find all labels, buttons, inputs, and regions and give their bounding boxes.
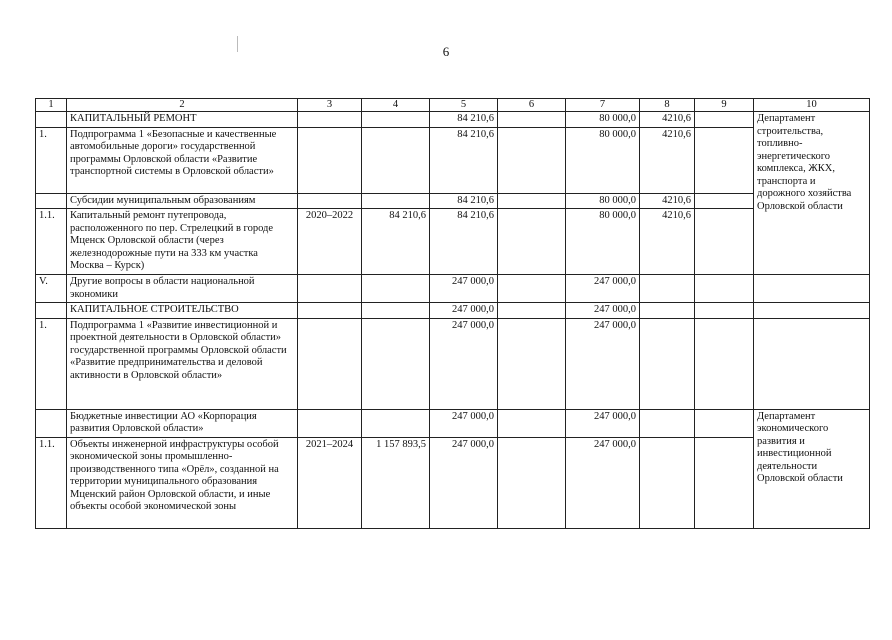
cell-col9: [695, 318, 754, 409]
cell-period: [298, 193, 362, 209]
cell-col9: [695, 409, 754, 437]
table-row: [36, 318, 870, 409]
cell-col6: [498, 275, 566, 303]
cell-col6: [498, 409, 566, 437]
table-row: [36, 209, 870, 275]
table-row: [36, 127, 870, 193]
col-header-1: 1: [36, 99, 67, 112]
cell-col6: [498, 193, 566, 209]
cell-estimate: [362, 275, 430, 303]
cell-period: [298, 127, 362, 193]
cell-col6: [498, 303, 566, 319]
row-number: 1.: [36, 318, 67, 409]
cell-col7: 247 000,0: [566, 318, 640, 409]
responsible-department: Департамент строительства, топливно-энергетического комплекса, ЖКХ, транспорта и дорожного хозяйства Орловской области: [754, 112, 870, 275]
cell-col8: [640, 437, 695, 528]
cell-col8: [640, 275, 695, 303]
cell-period: 2020–2022: [298, 209, 362, 275]
row-number: [36, 193, 67, 209]
row-number: V.: [36, 275, 67, 303]
cell-col7: 247 000,0: [566, 437, 640, 528]
cell-col9: [695, 127, 754, 193]
row-title: КАПИТАЛЬНЫЙ РЕМОНТ: [67, 112, 298, 128]
row-title: Субсидии муниципальным образованиям: [67, 193, 298, 209]
col-header-10: 10: [754, 99, 870, 112]
cell-total: 84 210,6: [430, 193, 498, 209]
col-header-7: 7: [566, 99, 640, 112]
row-title: Подпрограмма 1 «Безопасные и качественные автомобильные дороги» государственной программы Орловской области «Развитие транспортной системы в Орловской области»: [67, 127, 298, 193]
cell-col7: 247 000,0: [566, 409, 640, 437]
cell-col10: [754, 303, 870, 319]
cell-col7: 80 000,0: [566, 209, 640, 275]
table-row: [36, 437, 870, 528]
col-header-9: 9: [695, 99, 754, 112]
col-header-5: 5: [430, 99, 498, 112]
cell-col6: [498, 127, 566, 193]
row-title: КАПИТАЛЬНОЕ СТРОИТЕЛЬСТВО: [67, 303, 298, 319]
cell-total: 247 000,0: [430, 409, 498, 437]
cell-total: 247 000,0: [430, 437, 498, 528]
row-number: 1.: [36, 127, 67, 193]
cell-col8: 4210,6: [640, 193, 695, 209]
cell-total: 247 000,0: [430, 303, 498, 319]
cell-total: 84 210,6: [430, 127, 498, 193]
table-row: [36, 193, 870, 209]
cell-estimate: [362, 112, 430, 128]
col-header-8: 8: [640, 99, 695, 112]
cell-period: [298, 409, 362, 437]
cell-col7: 80 000,0: [566, 112, 640, 128]
cell-col7: 247 000,0: [566, 303, 640, 319]
row-number: 1.1.: [36, 437, 67, 528]
cell-col6: [498, 318, 566, 409]
table-row: [36, 275, 870, 303]
cell-estimate: [362, 193, 430, 209]
col-header-3: 3: [298, 99, 362, 112]
col-header-6: 6: [498, 99, 566, 112]
cell-col6: [498, 112, 566, 128]
cell-col8: 4210,6: [640, 112, 695, 128]
cell-col9: [695, 437, 754, 528]
cell-estimate: 1 157 893,5: [362, 437, 430, 528]
cell-estimate: [362, 409, 430, 437]
row-title: Бюджетные инвестиции АО «Корпорация развития Орловской области»: [67, 409, 298, 437]
col-header-2: 2: [67, 99, 298, 112]
row-title: Другие вопросы в области национальной экономики: [67, 275, 298, 303]
cell-col9: [695, 193, 754, 209]
cell-col10: [754, 318, 870, 409]
cell-col8: [640, 303, 695, 319]
cell-estimate: [362, 127, 430, 193]
cell-col8: [640, 318, 695, 409]
row-number: 1.1.: [36, 209, 67, 275]
cell-estimate: [362, 303, 430, 319]
cell-col9: [695, 112, 754, 128]
budget-table: [35, 98, 870, 529]
cell-col9: [695, 209, 754, 275]
cell-estimate: [362, 318, 430, 409]
cell-col9: [695, 275, 754, 303]
cell-period: [298, 275, 362, 303]
cell-estimate: 84 210,6: [362, 209, 430, 275]
cell-col7: 247 000,0: [566, 275, 640, 303]
row-title: Капитальный ремонт путепровода, расположенного по пер. Стрелецкий в городе Мценск Орловской области (через железнодорожные пути на 333 км участка Москва – Курск): [67, 209, 298, 275]
cell-col8: 4210,6: [640, 209, 695, 275]
header-row: [36, 99, 870, 112]
cell-col7: 80 000,0: [566, 127, 640, 193]
cell-period: 2021–2024: [298, 437, 362, 528]
cell-col6: [498, 437, 566, 528]
table-row: [36, 112, 870, 128]
cell-col8: [640, 409, 695, 437]
cell-col7: 80 000,0: [566, 193, 640, 209]
responsible-department: Департамент экономического развития и инвестиционной деятельности Орловской области: [754, 409, 870, 528]
cell-period: [298, 112, 362, 128]
scan-artifact-line: [237, 36, 238, 52]
cell-total: 247 000,0: [430, 275, 498, 303]
cell-col6: [498, 209, 566, 275]
cell-col8: 4210,6: [640, 127, 695, 193]
table-row: [36, 409, 870, 437]
row-number: [36, 409, 67, 437]
col-header-4: 4: [362, 99, 430, 112]
row-title: Подпрограмма 1 «Развитие инвестиционной и проектной деятельности в Орловской области» государственной программы Орловской области «Развитие предпринимательства и деловой активности в Орловской области»: [67, 318, 298, 409]
cell-total: 84 210,6: [430, 209, 498, 275]
row-number: [36, 303, 67, 319]
table-row: [36, 303, 870, 319]
row-number: [36, 112, 67, 128]
cell-col10: [754, 275, 870, 303]
row-title: Объекты инженерной инфраструктуры особой экономической зоны промышленно-производственного типа «Орёл», созданной на территории муниципального образования Мценский район Орловской области, и иные объекты особой экономической зоны: [67, 437, 298, 528]
cell-total: 247 000,0: [430, 318, 498, 409]
cell-period: [298, 318, 362, 409]
cell-total: 84 210,6: [430, 112, 498, 128]
page-number: 6: [442, 44, 450, 59]
cell-period: [298, 303, 362, 319]
cell-col9: [695, 303, 754, 319]
